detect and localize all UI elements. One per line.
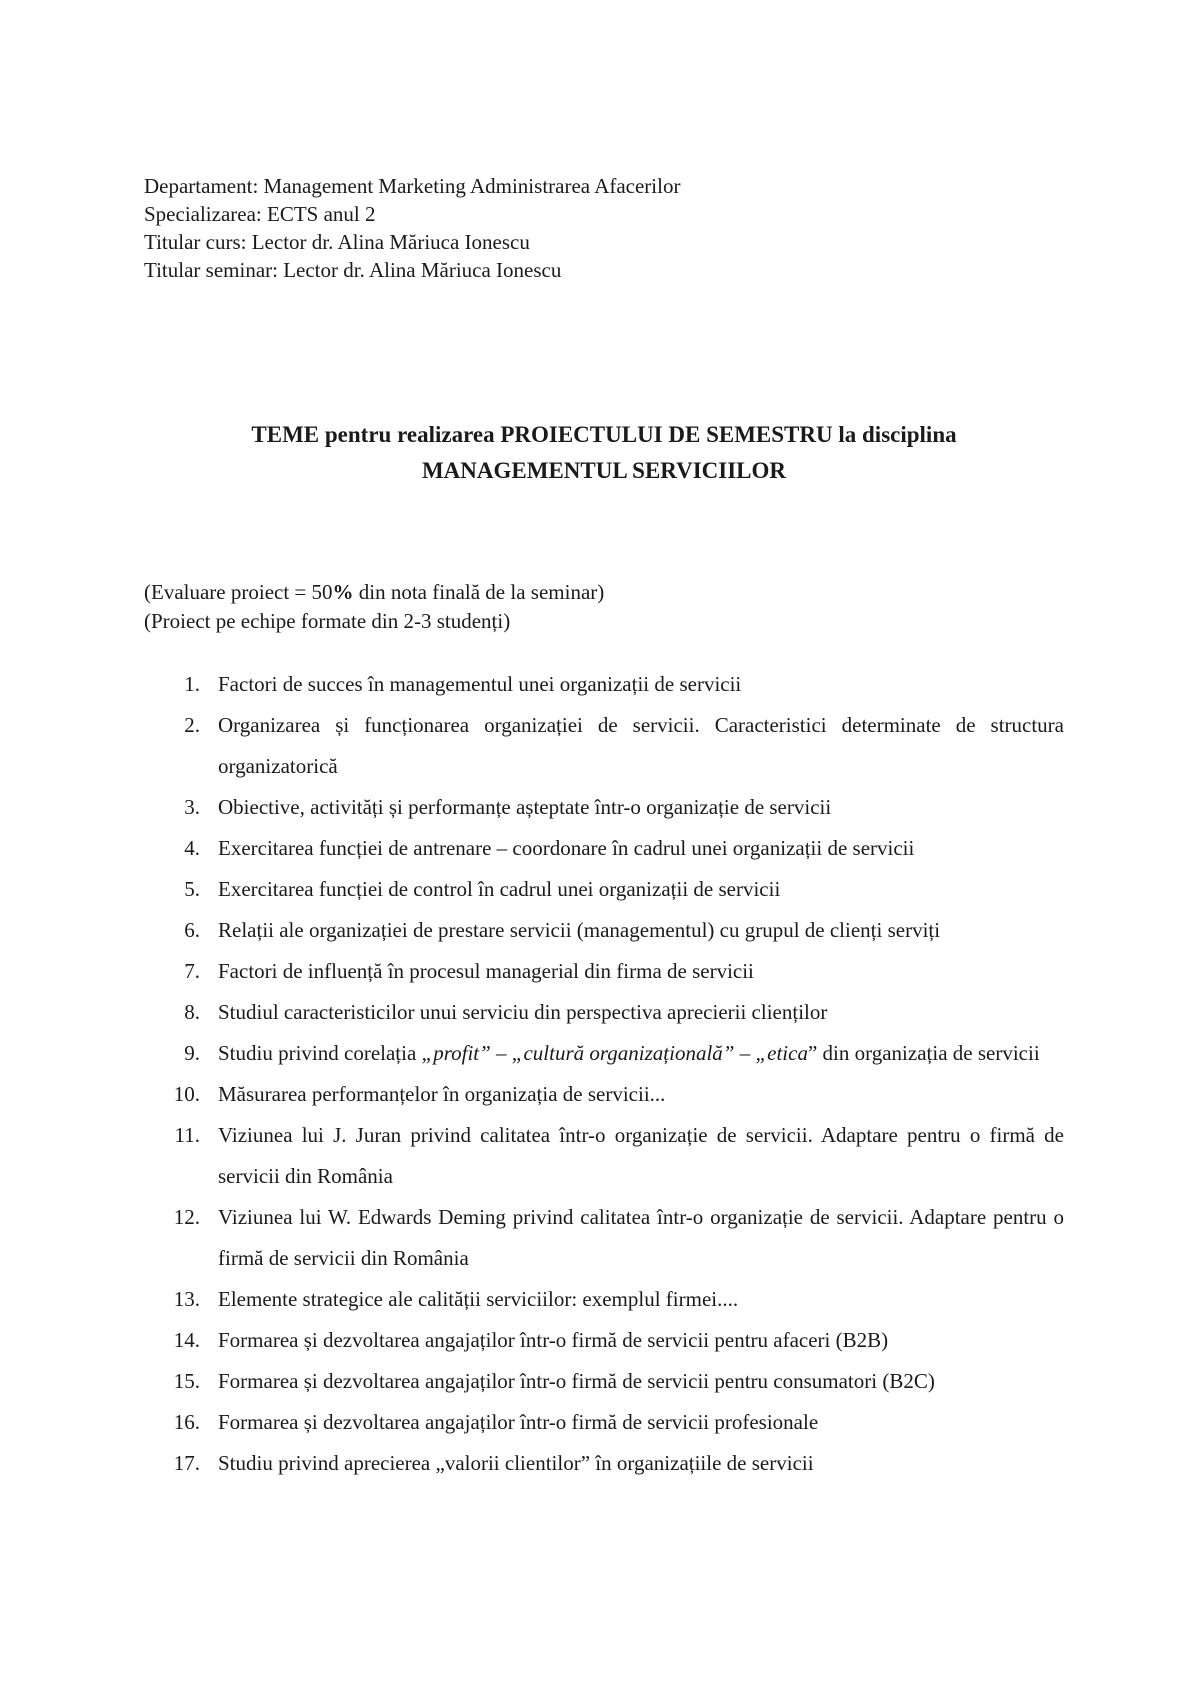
topic-number: 7.: [184, 959, 200, 983]
document-title: [144, 417, 1064, 489]
topic-number: 8.: [184, 1000, 200, 1024]
topic-text-italic: „profit” – „cultură organizațională” – „etica: [421, 1041, 808, 1065]
topic-item: [144, 1115, 1064, 1197]
topic-item: [144, 869, 1064, 910]
title-teme: TEME: [251, 422, 320, 447]
evaluation-pre: (Evaluare proiect = 50: [144, 580, 333, 604]
topic-number: 14.: [173, 1328, 200, 1352]
topic-text: Obiective, activități și performanțe așteptate într-o organizație de servicii: [218, 795, 832, 819]
topic-number: 4.: [184, 836, 200, 860]
topic-item: [144, 1033, 1064, 1074]
topic-text: Studiul caracteristicilor unui serviciu din perspectiva aprecierii clienților: [218, 1000, 828, 1024]
topic-text: Formarea și dezvoltarea angajaților într-o firmă de servicii pentru afaceri (B2B): [218, 1328, 889, 1352]
topic-item: [144, 1279, 1064, 1320]
topic-number: 1.: [184, 672, 200, 696]
topic-text: Măsurarea performanțelor în organizația de servicii...: [218, 1082, 666, 1106]
evaluation-note: [144, 578, 1064, 607]
topic-item: [144, 1361, 1064, 1402]
topic-number: 17.: [173, 1451, 200, 1475]
title-line-1: [144, 417, 1064, 453]
topic-number: 16.: [173, 1410, 200, 1434]
topic-number: 12.: [173, 1205, 200, 1229]
topic-text: Factori de succes în managementul unei organizații de servicii: [218, 672, 742, 696]
topic-number: 2.: [184, 713, 200, 737]
topic-text: Exercitarea funcției de antrenare – coordonare în cadrul unei organizații de servicii: [218, 836, 915, 860]
topic-number: 6.: [184, 918, 200, 942]
topic-text: Relații ale organizației de prestare servicii (managementul) cu grupul de clienți serviți: [218, 918, 941, 942]
topics-list: [144, 664, 1064, 1484]
evaluation-percent-sign: %: [332, 580, 354, 604]
document-header: [144, 172, 1064, 284]
topic-item: [144, 910, 1064, 951]
course-holder-line: Titular curs: Lector dr. Alina Măriuca Ionescu: [144, 230, 530, 254]
topic-text: Formarea și dezvoltarea angajaților într-o firmă de servicii profesionale: [218, 1410, 819, 1434]
topic-text: Viziunea lui J. Juran privind calitatea într-o organizație de servicii. Adaptare pentru o firmă de servicii din România: [218, 1123, 1064, 1188]
topic-item: [144, 664, 1064, 705]
topic-item: [144, 1320, 1064, 1361]
topic-number: 5.: [184, 877, 200, 901]
topic-item: [144, 992, 1064, 1033]
topic-item: [144, 705, 1064, 787]
seminar-holder-line: Titular seminar: Lector dr. Alina Măriuca Ionescu: [144, 258, 562, 282]
topic-number: 10.: [173, 1082, 200, 1106]
specialization-line: Specializarea: ECTS anul 2: [144, 202, 376, 226]
team-note: (Proiect pe echipe formate din 2-3 studenți): [144, 609, 511, 633]
topic-number: 9.: [184, 1041, 200, 1065]
topic-text: [218, 1033, 1064, 1074]
topic-item: [144, 828, 1064, 869]
title-line-2: [144, 453, 1064, 489]
title-subject: MANAGEMENTUL SERVICIILOR: [421, 458, 787, 483]
topic-number: 11.: [174, 1123, 200, 1147]
topic-number: 15.: [173, 1369, 200, 1393]
topic-text: Viziunea lui W. Edwards Deming privind calitatea într-o organizație de servicii. Adaptare pentru o firmă de servicii din România: [218, 1205, 1064, 1270]
topic-text: Formarea și dezvoltarea angajaților într-o firmă de servicii pentru consumatori (B2C): [218, 1369, 935, 1393]
title-pentru: pentru realizarea: [319, 422, 501, 447]
topic-text: Exercitarea funcției de control în cadrul unei organizații de servicii: [218, 877, 781, 901]
topic-number: 3.: [184, 795, 200, 819]
topic-number: 13.: [173, 1287, 200, 1311]
topic-text: Studiu privind aprecierea „valorii clientilor” în organizațiile de servicii: [218, 1451, 814, 1475]
topic-item: [144, 1074, 1064, 1115]
topic-item: [144, 1402, 1064, 1443]
topic-item: [144, 951, 1064, 992]
topic-text-post: ” din organizația de servicii: [807, 1041, 1040, 1065]
department-line: Departament: Management Marketing Administrarea Afacerilor: [144, 174, 681, 198]
topic-item: [144, 1443, 1064, 1484]
topic-text: Elemente strategice ale calității serviciilor: exemplul firmei....: [218, 1287, 739, 1311]
evaluation-post: din nota finală de la seminar): [353, 580, 605, 604]
topic-text-pre: Studiu privind corelația: [218, 1041, 422, 1065]
topic-text: Factori de influență în procesul managerial din firma de servicii: [218, 959, 754, 983]
evaluation-notes: [144, 578, 1064, 636]
title-disciplina: la disciplina: [832, 422, 957, 447]
topic-text: Organizarea și funcționarea organizației de servicii. Caracteristici determinate de structura organizatorică: [218, 713, 1064, 778]
topic-item: [144, 1197, 1064, 1279]
topic-item: [144, 787, 1064, 828]
title-proiect: PROIECTULUI DE SEMESTRU: [500, 422, 833, 447]
